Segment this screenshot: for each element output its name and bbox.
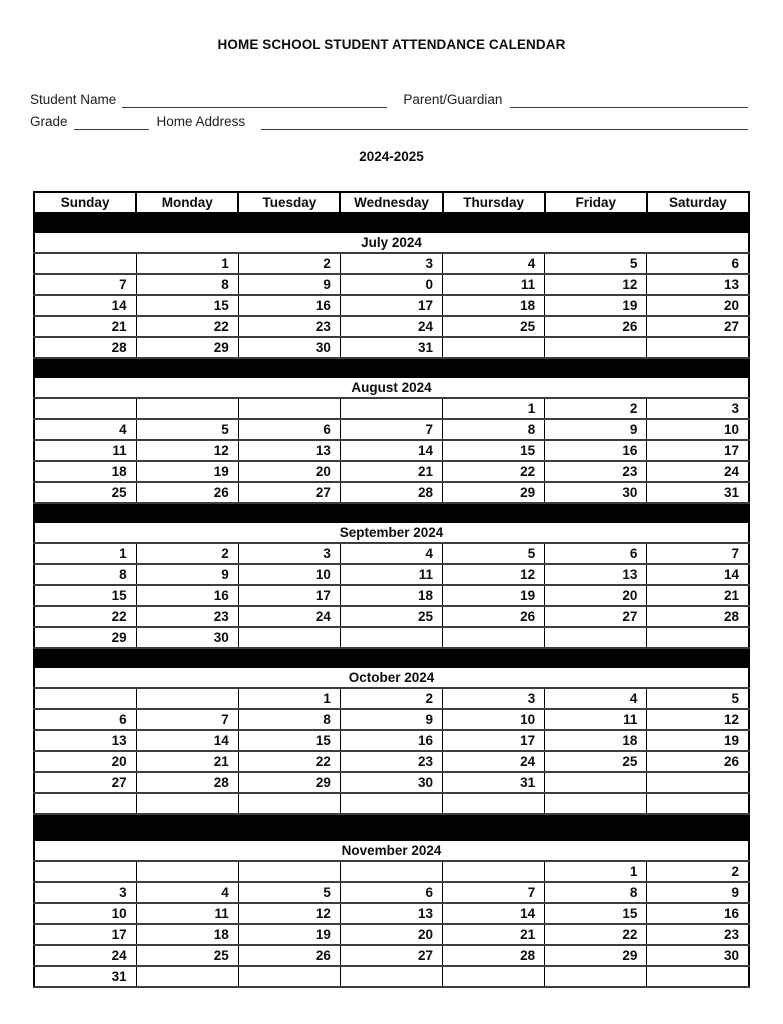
empty-day-cell — [443, 861, 545, 882]
day-cell: 30 — [340, 772, 442, 793]
day-cell: 13 — [340, 903, 442, 924]
day-cell: 16 — [340, 730, 442, 751]
empty-day-cell — [443, 337, 545, 358]
day-cell: 18 — [136, 924, 238, 945]
week-row — [34, 274, 749, 295]
day-cell: 26 — [238, 945, 340, 966]
empty-day-cell — [443, 793, 545, 814]
day-cell: 8 — [34, 564, 136, 585]
day-cell: 13 — [238, 440, 340, 461]
day-cell: 3 — [443, 688, 545, 709]
student-name-label: Student Name — [30, 92, 117, 107]
day-cell: 4 — [34, 419, 136, 440]
day-cell: 29 — [34, 627, 136, 648]
day-cell: 8 — [136, 274, 238, 295]
week-row — [34, 688, 749, 709]
day-cell: 12 — [136, 440, 238, 461]
day-cell: 6 — [545, 543, 647, 564]
day-cell: 24 — [34, 945, 136, 966]
empty-day-cell — [545, 337, 647, 358]
day-cell: 15 — [238, 730, 340, 751]
day-cell: 4 — [340, 543, 442, 564]
day-cell: 23 — [238, 316, 340, 337]
day-cell: 20 — [238, 461, 340, 482]
day-cell: 22 — [136, 316, 238, 337]
home-address-field[interactable] — [261, 114, 748, 130]
day-header-tuesday: Tuesday — [238, 192, 340, 213]
day-header-wednesday: Wednesday — [340, 192, 442, 213]
empty-day-cell — [647, 793, 749, 814]
empty-day-cell — [238, 966, 340, 987]
empty-day-cell — [34, 688, 136, 709]
empty-day-cell — [647, 966, 749, 987]
empty-day-cell — [136, 688, 238, 709]
home-address-label: Home Address — [156, 114, 246, 129]
day-header-saturday: Saturday — [647, 192, 749, 213]
day-cell: 28 — [34, 337, 136, 358]
day-cell: 1 — [545, 861, 647, 882]
day-cell: 14 — [647, 564, 749, 585]
week-row — [34, 882, 749, 903]
day-cell: 9 — [340, 709, 442, 730]
day-cell: 25 — [34, 482, 136, 503]
week-row — [34, 440, 749, 461]
day-cell: 2 — [647, 861, 749, 882]
week-row — [34, 253, 749, 274]
day-cell: 31 — [647, 482, 749, 503]
day-cell: 5 — [238, 882, 340, 903]
day-cell: 21 — [647, 585, 749, 606]
day-cell: 15 — [136, 295, 238, 316]
day-cell: 21 — [34, 316, 136, 337]
month-title-october-2024: October 2024 — [34, 667, 749, 688]
day-cell: 10 — [443, 709, 545, 730]
empty-day-cell — [34, 793, 136, 814]
empty-day-cell — [340, 398, 442, 419]
day-cell: 0 — [340, 274, 442, 295]
day-cell: 15 — [34, 585, 136, 606]
day-cell: 7 — [647, 543, 749, 564]
day-cell: 10 — [238, 564, 340, 585]
day-cell: 18 — [340, 585, 442, 606]
day-cell: 28 — [340, 482, 442, 503]
day-cell: 21 — [136, 751, 238, 772]
day-cell: 1 — [238, 688, 340, 709]
week-row — [34, 398, 749, 419]
day-cell: 31 — [340, 337, 442, 358]
day-cell: 25 — [545, 751, 647, 772]
empty-day-cell — [136, 966, 238, 987]
day-cell: 12 — [545, 274, 647, 295]
day-header-row — [34, 192, 749, 213]
day-cell: 5 — [136, 419, 238, 440]
day-cell: 31 — [34, 966, 136, 987]
month-title-september-2024: September 2024 — [34, 522, 749, 543]
empty-day-cell — [136, 793, 238, 814]
day-cell: 9 — [238, 274, 340, 295]
day-cell: 23 — [647, 924, 749, 945]
parent-guardian-field[interactable] — [510, 92, 748, 108]
week-row — [34, 945, 749, 966]
separator-bar-cell — [34, 358, 749, 377]
day-cell: 5 — [647, 688, 749, 709]
day-cell: 8 — [238, 709, 340, 730]
week-row — [34, 606, 749, 627]
day-cell: 7 — [443, 882, 545, 903]
separator-bar-cell — [34, 503, 749, 522]
empty-day-cell — [647, 337, 749, 358]
empty-day-cell — [238, 398, 340, 419]
day-cell: 21 — [443, 924, 545, 945]
day-cell: 3 — [647, 398, 749, 419]
empty-day-cell — [340, 861, 442, 882]
day-cell: 5 — [443, 543, 545, 564]
month-separator-bar — [34, 503, 749, 522]
day-cell: 11 — [34, 440, 136, 461]
day-cell: 29 — [545, 945, 647, 966]
day-cell: 9 — [136, 564, 238, 585]
day-cell: 18 — [34, 461, 136, 482]
day-cell: 28 — [647, 606, 749, 627]
day-cell: 23 — [545, 461, 647, 482]
empty-day-cell — [34, 253, 136, 274]
day-cell: 16 — [647, 903, 749, 924]
empty-day-cell — [545, 966, 647, 987]
parent-guardian-label: Parent/Guardian — [403, 92, 503, 107]
month-title-november-2024: November 2024 — [34, 840, 749, 861]
grade-label: Grade — [30, 114, 68, 129]
week-row — [34, 482, 749, 503]
day-cell: 4 — [443, 253, 545, 274]
week-row — [34, 295, 749, 316]
student-info-row-1 — [30, 86, 748, 108]
day-cell: 20 — [340, 924, 442, 945]
day-header-monday: Monday — [136, 192, 238, 213]
day-cell: 30 — [545, 482, 647, 503]
day-cell: 30 — [136, 627, 238, 648]
day-cell: 18 — [545, 730, 647, 751]
day-cell: 26 — [545, 316, 647, 337]
student-info-form — [30, 86, 748, 130]
separator-bar-cell — [34, 648, 749, 667]
day-cell: 25 — [340, 606, 442, 627]
day-cell: 1 — [136, 253, 238, 274]
day-header-sunday: Sunday — [34, 192, 136, 213]
day-cell: 6 — [238, 419, 340, 440]
empty-day-cell — [340, 793, 442, 814]
week-row — [34, 316, 749, 337]
day-cell: 29 — [443, 482, 545, 503]
day-cell: 15 — [545, 903, 647, 924]
week-row — [34, 543, 749, 564]
day-cell: 29 — [238, 772, 340, 793]
day-cell: 17 — [34, 924, 136, 945]
day-cell: 26 — [136, 482, 238, 503]
day-cell: 1 — [34, 543, 136, 564]
month-separator-bar — [34, 213, 749, 232]
separator-bar-cell — [34, 213, 749, 232]
empty-day-cell — [443, 966, 545, 987]
day-cell: 20 — [34, 751, 136, 772]
month-title-row-september-2024 — [34, 522, 749, 543]
week-row — [34, 337, 749, 358]
day-cell: 19 — [136, 461, 238, 482]
day-cell: 13 — [647, 274, 749, 295]
day-cell: 24 — [443, 751, 545, 772]
empty-day-cell — [136, 861, 238, 882]
day-cell: 17 — [238, 585, 340, 606]
day-cell: 4 — [136, 882, 238, 903]
student-info-row-2 — [30, 108, 748, 130]
week-row — [34, 709, 749, 730]
day-cell: 21 — [340, 461, 442, 482]
week-row — [34, 966, 749, 987]
day-cell: 10 — [34, 903, 136, 924]
day-cell: 20 — [647, 295, 749, 316]
day-header-thursday: Thursday — [443, 192, 545, 213]
empty-day-cell — [647, 772, 749, 793]
empty-day-cell — [136, 398, 238, 419]
month-title-august-2024: August 2024 — [34, 377, 749, 398]
month-separator-bar — [34, 358, 749, 377]
day-cell: 17 — [340, 295, 442, 316]
day-cell: 24 — [647, 461, 749, 482]
day-cell: 4 — [545, 688, 647, 709]
day-cell: 13 — [545, 564, 647, 585]
day-cell: 17 — [647, 440, 749, 461]
day-cell: 27 — [340, 945, 442, 966]
day-cell: 14 — [34, 295, 136, 316]
day-cell: 17 — [443, 730, 545, 751]
day-cell: 1 — [443, 398, 545, 419]
day-cell: 19 — [647, 730, 749, 751]
week-row — [34, 861, 749, 882]
month-title-row-july-2024 — [34, 232, 749, 253]
day-cell: 23 — [340, 751, 442, 772]
month-title-july-2024: July 2024 — [34, 232, 749, 253]
month-title-row-october-2024 — [34, 667, 749, 688]
day-cell: 25 — [136, 945, 238, 966]
month-separator-bar — [34, 814, 749, 840]
day-cell: 19 — [443, 585, 545, 606]
day-cell: 27 — [647, 316, 749, 337]
empty-day-cell — [545, 793, 647, 814]
day-cell: 5 — [545, 253, 647, 274]
week-row — [34, 627, 749, 648]
day-cell: 12 — [647, 709, 749, 730]
empty-day-cell — [443, 627, 545, 648]
day-cell: 22 — [545, 924, 647, 945]
day-cell: 2 — [238, 253, 340, 274]
day-cell: 3 — [238, 543, 340, 564]
day-cell: 30 — [647, 945, 749, 966]
day-cell: 15 — [443, 440, 545, 461]
day-cell: 14 — [136, 730, 238, 751]
month-title-row-august-2024 — [34, 377, 749, 398]
day-cell: 25 — [443, 316, 545, 337]
day-cell: 24 — [238, 606, 340, 627]
day-cell: 27 — [34, 772, 136, 793]
day-cell: 16 — [238, 295, 340, 316]
empty-day-cell — [34, 861, 136, 882]
day-cell: 9 — [647, 882, 749, 903]
empty-day-cell — [238, 861, 340, 882]
day-cell: 13 — [34, 730, 136, 751]
day-cell: 23 — [136, 606, 238, 627]
day-cell: 11 — [136, 903, 238, 924]
day-cell: 7 — [34, 274, 136, 295]
day-cell: 27 — [545, 606, 647, 627]
day-cell: 8 — [545, 882, 647, 903]
week-row — [34, 419, 749, 440]
grade-field[interactable] — [74, 114, 149, 130]
day-cell: 3 — [340, 253, 442, 274]
empty-day-cell — [340, 966, 442, 987]
day-cell: 14 — [340, 440, 442, 461]
week-row — [34, 730, 749, 751]
empty-day-cell — [647, 627, 749, 648]
month-title-row-november-2024 — [34, 840, 749, 861]
day-cell: 12 — [443, 564, 545, 585]
day-cell: 19 — [238, 924, 340, 945]
empty-day-cell — [545, 772, 647, 793]
day-cell: 11 — [340, 564, 442, 585]
week-row — [34, 772, 749, 793]
week-row — [34, 564, 749, 585]
day-cell: 12 — [238, 903, 340, 924]
day-cell: 20 — [545, 585, 647, 606]
empty-day-cell — [238, 627, 340, 648]
day-cell: 10 — [647, 419, 749, 440]
day-cell: 24 — [340, 316, 442, 337]
school-year-title: 2024-2025 — [359, 149, 424, 164]
attendance-calendar-table — [33, 191, 750, 988]
day-cell: 18 — [443, 295, 545, 316]
student-name-field[interactable] — [122, 92, 387, 108]
day-cell: 3 — [34, 882, 136, 903]
day-cell: 2 — [136, 543, 238, 564]
day-cell: 22 — [443, 461, 545, 482]
month-separator-bar — [34, 648, 749, 667]
day-cell: 7 — [340, 419, 442, 440]
separator-bar-cell — [34, 814, 749, 840]
day-cell: 8 — [443, 419, 545, 440]
day-cell: 7 — [136, 709, 238, 730]
day-cell: 28 — [136, 772, 238, 793]
day-cell: 11 — [443, 274, 545, 295]
day-cell: 6 — [340, 882, 442, 903]
day-cell: 22 — [34, 606, 136, 627]
day-cell: 16 — [136, 585, 238, 606]
day-cell: 26 — [443, 606, 545, 627]
empty-day-cell — [238, 793, 340, 814]
empty-day-cell — [340, 627, 442, 648]
day-cell: 11 — [545, 709, 647, 730]
empty-day-cell — [545, 627, 647, 648]
week-row — [34, 793, 749, 814]
day-cell: 28 — [443, 945, 545, 966]
day-cell: 30 — [238, 337, 340, 358]
week-row — [34, 751, 749, 772]
day-cell: 27 — [238, 482, 340, 503]
day-cell: 22 — [238, 751, 340, 772]
day-cell: 2 — [340, 688, 442, 709]
empty-day-cell — [34, 398, 136, 419]
day-cell: 6 — [647, 253, 749, 274]
day-cell: 19 — [545, 295, 647, 316]
page-title: HOME SCHOOL STUDENT ATTENDANCE CALENDAR — [217, 37, 566, 52]
day-cell: 31 — [443, 772, 545, 793]
day-header-friday: Friday — [545, 192, 647, 213]
day-cell: 6 — [34, 709, 136, 730]
day-cell: 2 — [545, 398, 647, 419]
week-row — [34, 461, 749, 482]
week-row — [34, 903, 749, 924]
day-cell: 29 — [136, 337, 238, 358]
week-row — [34, 585, 749, 606]
week-row — [34, 924, 749, 945]
day-cell: 16 — [545, 440, 647, 461]
day-cell: 26 — [647, 751, 749, 772]
day-cell: 9 — [545, 419, 647, 440]
day-cell: 14 — [443, 903, 545, 924]
